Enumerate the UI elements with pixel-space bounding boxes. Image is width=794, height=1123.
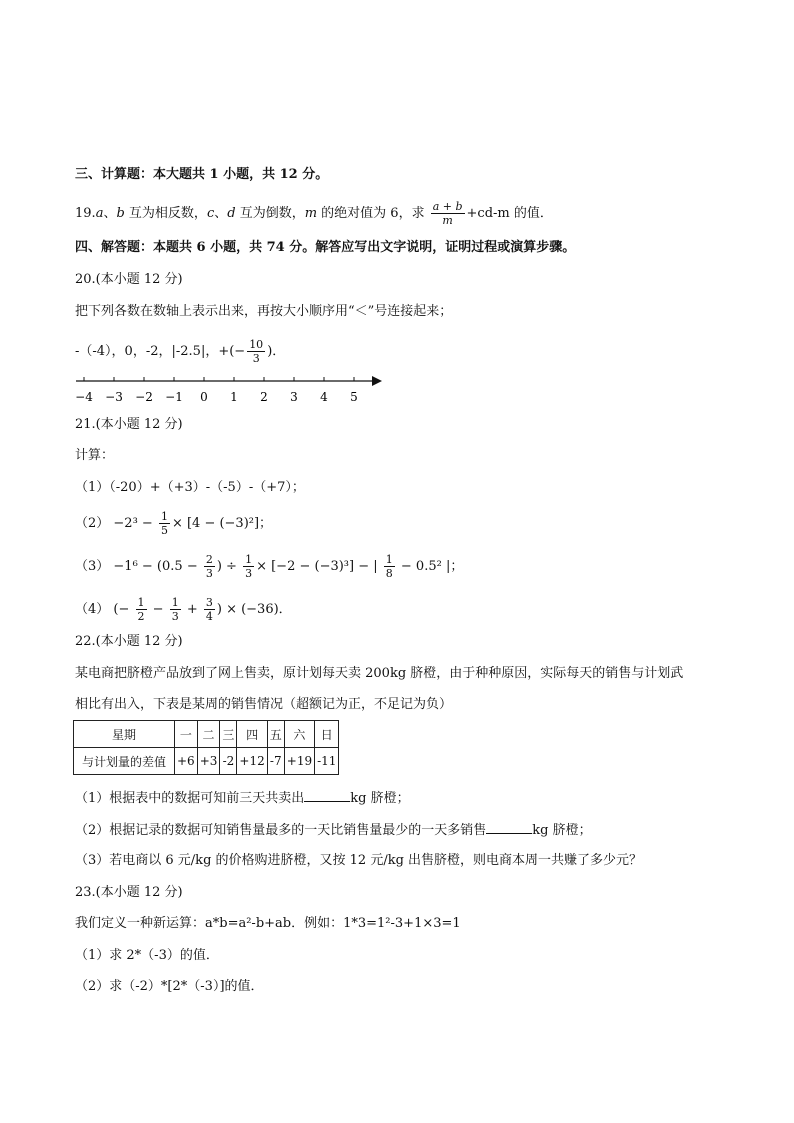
fraction-numerator: 1	[245, 553, 253, 566]
expr-text: −	[148, 602, 168, 617]
expr-text: × [−2 − (−3)³] − |	[256, 559, 382, 574]
fraction-numerator: 2	[205, 553, 213, 566]
fraction-numerator: 3	[205, 596, 213, 609]
q21-item-3	[75, 553, 463, 580]
table-cell-day: 六	[284, 721, 314, 748]
answer-blank[interactable]	[486, 820, 532, 834]
section-4-heading: 四、解答题：本题共 6 小题，共 74 分。解答应写出文字说明，证明过程或演算步骤。	[75, 240, 576, 255]
fraction	[136, 596, 147, 623]
q23-definition: 我们定义一种新运算：a*b=a²-b+ab．例如：1*3=1²-3+1×3=1	[75, 916, 461, 931]
q19-text: 互为相反数，	[124, 206, 207, 221]
expr-text: ) × (−36)．	[216, 602, 292, 617]
q19-number: 19.	[75, 206, 96, 221]
number-line-tick-label: −4	[75, 390, 93, 404]
table-row	[74, 748, 339, 775]
fraction-denominator: 3	[205, 567, 213, 580]
fraction-denominator: 4	[205, 610, 213, 623]
fraction	[384, 553, 395, 580]
number-line-tick-label: 5	[350, 390, 358, 404]
number-line-tick-label: 3	[290, 390, 298, 404]
q19-text: 、	[214, 206, 228, 221]
q23-title: 23.(本小题 12 分)	[75, 885, 183, 900]
q19-fraction	[431, 200, 465, 227]
q19-text: +cd-m 的值．	[466, 206, 553, 221]
question-19	[75, 200, 553, 227]
fraction-denominator: 3	[171, 610, 179, 623]
number-line-tick-label: 4	[320, 390, 328, 404]
q21-item-1: （1）（-20）+（+3）-（-5）-（+7）；	[75, 480, 305, 495]
expr-text: （3） −1⁶ − (0.5 −	[75, 559, 202, 574]
q22-sub-3: （3）若电商以 6 元/kg 的价格购进脐橙，又按 12 元/kg 出售脐橙，则电商本周一共赚了多少元？	[75, 853, 643, 868]
q19-var-b: b	[116, 206, 125, 221]
q20-title: 20.(本小题 12 分)	[75, 272, 183, 287]
table-cell-value: +6	[175, 748, 198, 775]
q19-var-c: c	[206, 206, 215, 221]
expr-text: ) ÷	[216, 559, 242, 574]
q19-var-m: m	[304, 206, 318, 221]
q19-var-a: a	[95, 206, 104, 221]
table-header-row	[74, 721, 339, 748]
table-cell-day: 三	[220, 721, 237, 748]
sales-table	[73, 720, 339, 775]
table-cell-day: 二	[197, 721, 220, 748]
table-cell-day: 五	[267, 721, 284, 748]
fraction-denominator: 8	[385, 567, 393, 580]
number-line-tick-label: 1	[230, 390, 238, 404]
q20-numbers-end: )．	[267, 344, 286, 359]
expr-text: − 0.5² |；	[396, 559, 464, 574]
fraction-numerator: 1	[385, 553, 393, 566]
fraction	[170, 596, 181, 623]
section-3-heading: 三、计算题：本大题共 1 小题，共 12 分。	[75, 167, 329, 182]
number-line-tick-label: −1	[165, 390, 183, 404]
number-line-arrow	[372, 376, 382, 386]
table-cell-value: +3	[197, 748, 220, 775]
q23-sub-1: （1）求 2*（-3）的值．	[75, 948, 219, 963]
table-cell-day: 一	[175, 721, 198, 748]
q21-intro: 计算：	[75, 448, 115, 463]
q20-numbers-text: -（-4），0，-2，|-2.5|，+(−	[75, 344, 246, 359]
expr-text: × [4 − (−3)²]；	[171, 516, 273, 531]
table-cell-value: -2	[220, 748, 237, 775]
number-line-tick-label: 2	[260, 390, 268, 404]
fraction	[204, 596, 215, 623]
fraction-numerator: 10	[249, 338, 264, 351]
sub-text: kg 脐橙；	[532, 823, 592, 838]
sub-text: （1）根据表中的数据可知前三天共卖出	[75, 791, 305, 806]
q22-para-1: 某电商把脐橙产品放到了网上售卖，原计划每天卖 200kg 脐橙，由于种种原因，实际每天的销售与计划武	[75, 666, 684, 681]
q22-sub-2	[75, 820, 592, 841]
fraction-denominator: 3	[252, 352, 260, 365]
q21-item-4	[75, 596, 292, 623]
q22-sub-1	[75, 788, 410, 809]
table-cell-value: -11	[315, 748, 339, 775]
q20-numbers	[75, 338, 285, 365]
table-cell-value: +19	[284, 748, 314, 775]
q22-para-2: 相比有出入，下表是某周的销售情况（超额记为正，不足记为负）	[75, 697, 453, 712]
q22-title: 22.(本小题 12 分)	[75, 634, 183, 649]
number-line-tick-label: −3	[105, 390, 123, 404]
fraction-denominator: m	[442, 214, 453, 227]
number-line-tick-label: 0	[200, 390, 208, 404]
table-cell-value: -7	[267, 748, 284, 775]
q20-instruction: 把下列各数在数轴上表示出来，再按大小顺序用“＜”号连接起来；	[75, 304, 453, 319]
fraction	[243, 553, 254, 580]
fraction-denominator: 3	[245, 567, 253, 580]
table-cell-day: 四	[237, 721, 267, 748]
q19-text: 互为倒数，	[235, 206, 305, 221]
fraction-numerator: 1	[137, 596, 145, 609]
q23-sub-2: （2）求（-2）*[2*（-3）]的值．	[75, 979, 264, 994]
fraction-numerator: a + b	[432, 200, 463, 213]
fraction	[204, 553, 215, 580]
number-line-tick-label: −2	[135, 390, 153, 404]
table-header-label: 星期	[74, 721, 175, 748]
fraction	[159, 510, 170, 537]
fraction-numerator: 1	[171, 596, 179, 609]
q19-text: 的绝对值为 6，求	[317, 206, 429, 221]
q19-text: 、	[103, 206, 117, 221]
q21-title: 21.(本小题 12 分)	[75, 417, 183, 432]
table-row-label: 与计划量的差值	[74, 748, 175, 775]
expr-text: （4） (−	[75, 602, 134, 617]
fraction-denominator: 5	[160, 524, 168, 537]
table-cell-day: 日	[315, 721, 339, 748]
expr-text: +	[182, 602, 202, 617]
q21-item-2	[75, 510, 272, 537]
number-line	[72, 363, 392, 407]
fraction-numerator: 1	[160, 510, 168, 523]
fraction-denominator: 2	[137, 610, 145, 623]
sub-text: （2）根据记录的数据可知销售量最多的一天比销售量最少的一天多销售	[75, 823, 487, 838]
q20-fraction	[247, 338, 265, 365]
expr-text: （2） −2³ −	[75, 516, 157, 531]
q19-var-d: d	[227, 206, 236, 221]
sub-text: kg 脐橙；	[350, 791, 410, 806]
table-cell-value: +12	[237, 748, 267, 775]
answer-blank[interactable]	[304, 788, 350, 802]
